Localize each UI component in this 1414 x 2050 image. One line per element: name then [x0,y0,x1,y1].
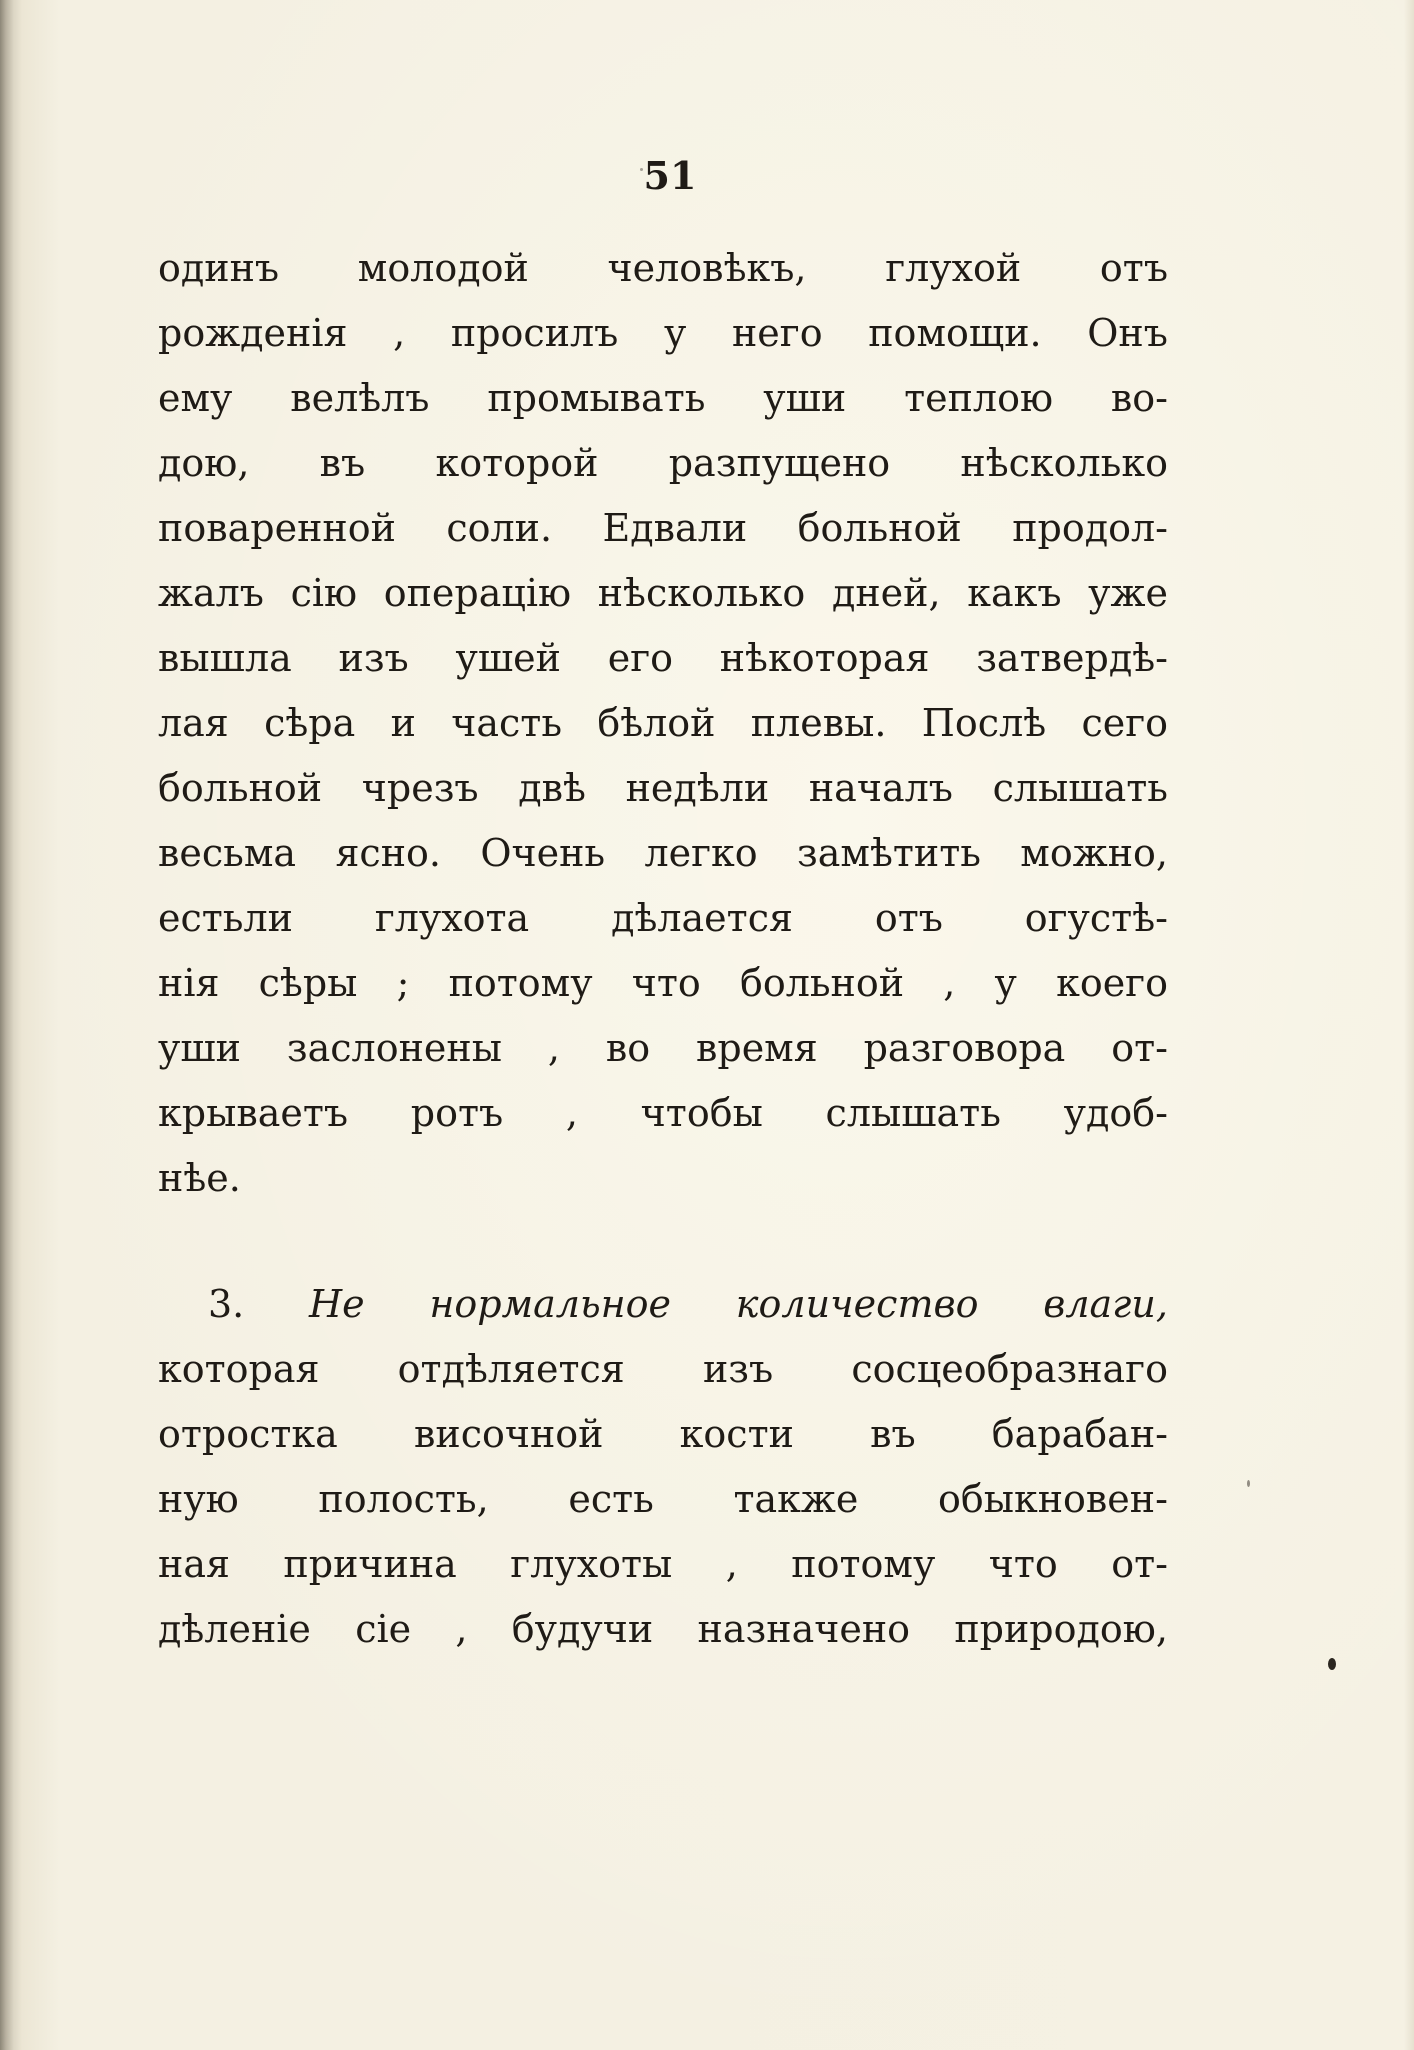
word: больной [158,766,323,810]
word: дою, [158,441,250,485]
text-line [158,1467,1168,1532]
word: соли. [446,506,553,550]
word: назначено [697,1607,911,1651]
word: него [731,311,823,355]
word: височной [413,1412,604,1456]
word: что [631,961,701,1005]
page-right-edge [1404,0,1414,2050]
word: просилъ [450,311,619,355]
word: ная [158,1542,230,1586]
page-number: 51 [643,153,697,198]
word: весьма [158,831,297,875]
word: ; [396,961,410,1005]
word: больной [739,961,905,1005]
word: чтобы [640,1091,763,1135]
word: ему [158,376,233,420]
word: барабан- [991,1412,1168,1456]
word: дѣлается [611,896,793,940]
text-line [158,886,1168,951]
page-binding-edge [0,0,22,2050]
word: человѣкъ, [607,246,807,290]
text-line [158,691,1168,756]
word: глухой [885,246,1022,290]
text-line [158,496,1168,561]
paper-speck [640,168,643,171]
word: что [988,1542,1058,1586]
paper-speck [1328,1658,1336,1670]
text-line [158,756,1168,821]
word: вышла [158,636,292,680]
word: , [547,1026,560,1070]
word: изъ [338,636,409,680]
word: отъ [1099,246,1168,290]
word: одинъ [158,246,280,290]
paragraph-1 [158,236,1168,1211]
word: причина [283,1542,457,1586]
word: дней, [831,571,941,615]
word: затвердѣ- [976,636,1168,680]
word: будучи [511,1607,654,1651]
word: нія [158,961,220,1005]
word: теплою [904,376,1054,420]
word: во [605,1026,651,1070]
text-line [158,301,1168,366]
section-3-number: 3. [208,1282,245,1326]
word: рожденія [158,311,348,355]
word: больной [797,506,962,550]
word: нѣкоторая [719,636,930,680]
word: у [994,961,1017,1005]
word: , [725,1542,738,1586]
word: ушей [455,636,561,680]
word: сѣры [258,961,358,1005]
text-line [158,951,1168,1016]
word: легко [644,831,758,875]
word: отростка [158,1412,338,1456]
word: уши [158,1026,242,1070]
word: полость, [318,1477,489,1521]
word: , [943,961,956,1005]
word: дѣленіе [158,1607,311,1651]
word: потому [791,1542,936,1586]
text-line [158,561,1168,626]
text-line [158,1597,1168,1662]
text-line [158,431,1168,496]
word: въ [870,1412,916,1456]
section-3-heading-line [158,1272,1168,1337]
word: часть [451,701,563,745]
word: велѣлъ [290,376,430,420]
word: продол- [1012,506,1168,550]
word: Очень [480,831,606,875]
word: потому [448,961,593,1005]
word: сосцеобразнаго [851,1347,1168,1391]
text-line [158,1081,1168,1146]
word: поваренной [158,506,396,550]
word: глухота [374,896,530,940]
word: крываетъ [158,1091,349,1135]
word: какъ [967,571,1062,615]
word: сіе [355,1607,412,1651]
word: бѣлой [597,701,716,745]
word: нѣсколько [597,571,806,615]
word: Едвали [602,506,748,550]
word: от- [1111,1542,1168,1586]
text-line [158,1402,1168,1467]
word: , [565,1091,578,1135]
word: двѣ [518,766,586,810]
word: огустѣ- [1024,896,1168,940]
word: обыкновен- [937,1477,1168,1521]
word: глухоты [510,1542,673,1586]
word: , [393,311,406,355]
word: плевы. [750,701,887,745]
word: также [733,1477,859,1521]
word: нѣе. [158,1156,241,1200]
section-3-title-word: нормальное [429,1282,672,1326]
word: ясно. [335,831,441,875]
text-line [158,366,1168,431]
word: лая [158,701,229,745]
text-line [158,1532,1168,1597]
word: уже [1088,571,1168,615]
section-3-title-word: количество [735,1282,979,1326]
word: ротъ [410,1091,504,1135]
word: время [695,1026,818,1070]
word: промывать [487,376,706,420]
section-3-title-word: влаги, [1043,1282,1168,1326]
text-line [158,821,1168,886]
word: началъ [808,766,953,810]
word: сію [290,571,358,615]
text-line [158,1016,1168,1081]
word: коего [1056,961,1168,1005]
word: можно, [1020,831,1168,875]
section-3-title-word: Не [309,1282,365,1326]
word: Онъ [1087,311,1168,355]
word: помощи. [868,311,1042,355]
word: у [663,311,687,355]
word: разговора [863,1026,1066,1070]
word: которой [435,441,599,485]
word: замѣтить [797,831,981,875]
word: отъ [874,896,943,940]
word: сѣра [264,701,356,745]
word: разпущено [668,441,891,485]
word: его [607,636,673,680]
word: отдѣляется [397,1347,625,1391]
word: есть [568,1477,654,1521]
word: заслонены [286,1026,502,1070]
section-3 [158,1272,1168,1662]
word: от- [1111,1026,1168,1070]
text-line [158,626,1168,691]
word: уши [763,376,847,420]
word: слышать [825,1091,1001,1135]
word: молодой [357,246,529,290]
word: природою, [954,1607,1168,1651]
word: жалъ [158,571,264,615]
word: и [390,701,416,745]
word: изъ [702,1347,774,1391]
word: естьли [158,896,293,940]
word: которая [158,1347,320,1391]
word: ную [158,1477,239,1521]
text-line [158,1337,1168,1402]
word: слышать [992,766,1168,810]
text-line [158,236,1168,301]
word: недѣли [625,766,770,810]
word: сего [1081,701,1168,745]
word: операцію [383,571,572,615]
word: въ [319,441,366,485]
word: кости [679,1412,794,1456]
word: удоб- [1063,1091,1168,1135]
text-line [158,1146,1168,1211]
word: во- [1110,376,1168,420]
word: Послѣ [921,701,1047,745]
word: , [455,1607,468,1651]
word: нѣсколько [960,441,1168,485]
paper-speck [1247,1480,1250,1487]
word: чрезъ [361,766,479,810]
